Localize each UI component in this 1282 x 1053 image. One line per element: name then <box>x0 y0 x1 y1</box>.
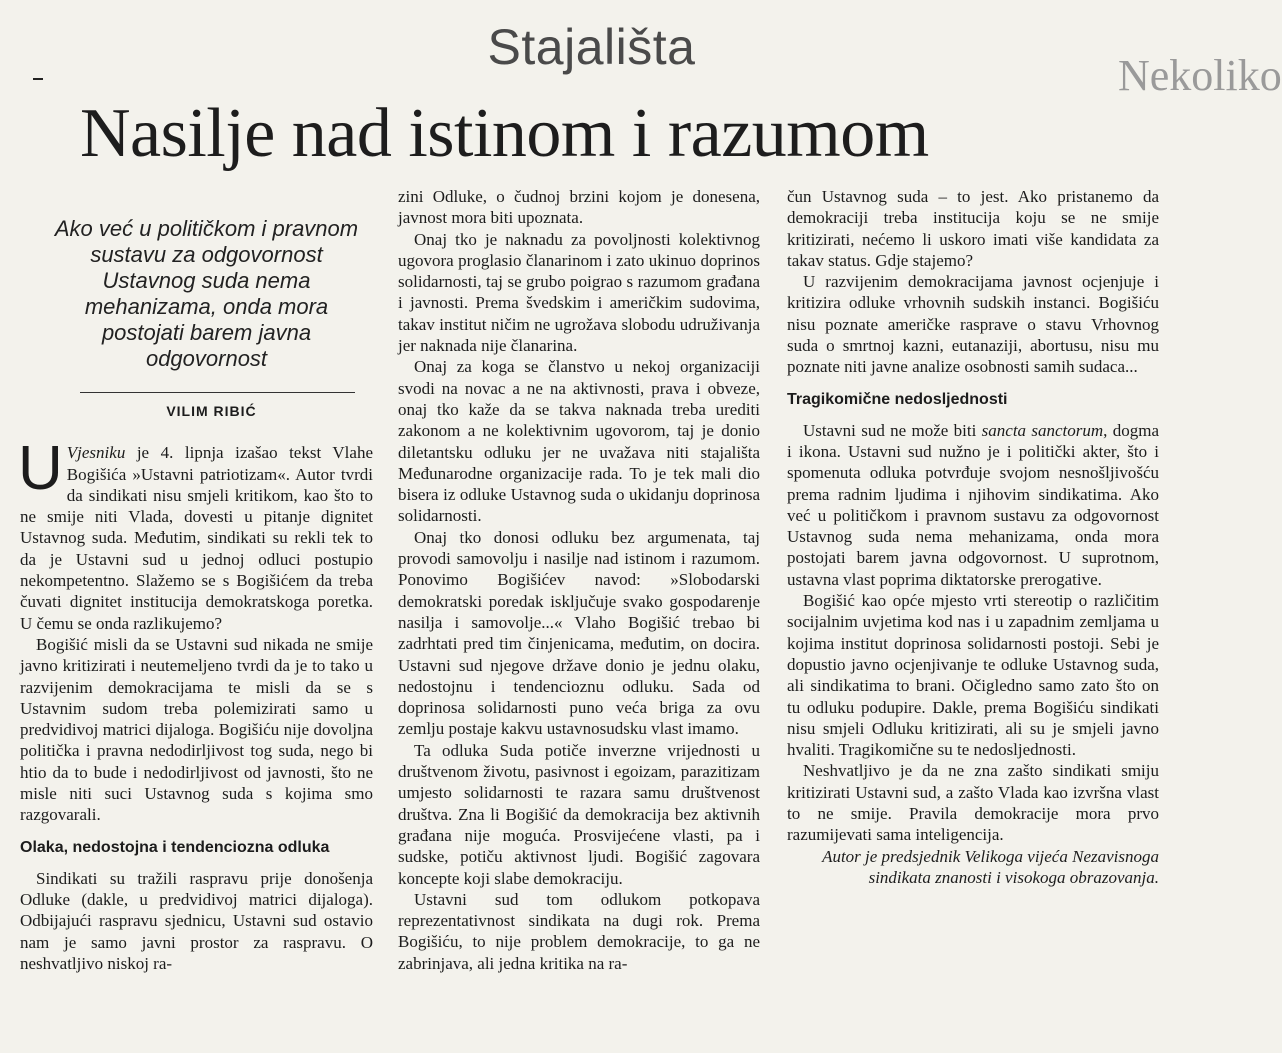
paragraph: Onaj tko donosi odluku bez argumenata, taj provodi samovolju i nasilje nad istinom i razumom. Ponovimo Bogišićev navod: »Slobodarski demokratski poredak isključuje svako gospodarenje nasilja i samovolje...« Vlaho Bogišić trebao bi zadrhtati pred tim činjenicama, međutim, on docira. Ustavni sud njegove države donio je jednu olaku, nedostojnu i tendencioznu odluku. Sada od doprinosa solidarnosti puno veća briga za ovu zemlju postaje kakvu ustavnosudsku vlast imamo. <box>398 527 760 739</box>
italic-text: sancta sanctorum <box>981 420 1104 440</box>
drop-cap: U <box>18 434 63 504</box>
byline-rule <box>80 392 355 393</box>
lead-standfirst: Ako već u političkom i pravnom sustavu za odgovornost Ustavnog suda nema mehanizama, onda mora postojati barem javna odgovornost <box>54 216 359 371</box>
paragraph-text: , dogma i ikona. Ustavni sud nužno je i politički akter, što i spomenuta odluka potvrđuje svojom nesnošljivošću prema radnim ljudima i njihovim sindikatima. Ako već u političkom i pravnom sustavu za odgovornost Ustavnog suda nema mehanizama, onda mora postojati barem javna odgovornost. U suprotnom, ustavna vlast poprima diktatorske prerogative. <box>787 420 1159 589</box>
italic-text: Vjesniku <box>66 443 126 463</box>
paragraph: Ustavni sud tom odlukom potkopava reprezentativnost sindikata na dugi rok. Prema Bogišiću, to nije problem demokracije, to ga ne zabrinjava, ali jedna kritika na ra- <box>398 889 760 973</box>
margin-dash <box>33 78 43 80</box>
paragraph <box>18 434 373 634</box>
subheading: Olaka, nedostojna i tendenciozna odluka <box>20 838 330 856</box>
paragraph-text: je 4. lipnja izašao tekst Vlahe Bogišića »Ustavni patriotizam«. Autor tvrdi da sindikati nisu smjeli kritikom, kao što to ne smije niti Vlada, dovesti u pitanje dignitet Ustavnog suda. Međutim, sindikati su rekli tek to da je Ustavni sud u jednoj odluci postupio nekompetentno. Slažemo se s Bogišićem da treba čuvati dignitet institucija demokratskoga poretka. U čemu se onda razlikujemo? <box>20 443 373 633</box>
paragraph: čun Ustavnog suda – to jest. Ako pristanemo da demokraciji treba institucija koju se ne smije kritizirati, nećemo li uskoro imati više kandidata za takav status. Gdje stajemo? <box>787 187 1159 270</box>
paragraph: Ta odluka Suda potiče inverzne vrijednosti u društvenom životu, pasivnost i egoizam, parazitizam umjesto solidarnosti te razara samu društvenost društva. Zna li Bogišić da demokracija bez aktivnih građana nije moguća. Prosvijećene vlasti, pa i sudske, potiču aktivnost ljudi. Bogišić zagovara koncepte koji slabe demokraciju. <box>398 740 760 888</box>
section-rubric: Stajališta <box>487 19 696 75</box>
paragraph <box>787 420 1159 590</box>
paragraph: Neshvatljivo je da ne zna zašto sindikati smiju kritizirati Ustavni sud, a zašto Vlada kao izvršna vlast to ne smije. Pravila demokracije mora prvo razumijevati sama inteligencija. <box>787 761 1159 845</box>
paragraph-text: Ustavni sud ne može biti <box>803 420 982 440</box>
paragraph: U razvijenim demokracijama javnost ocjenjuje i kritizira odluke vrhovnih sudskih instanci. Bogišiću nisu poznate američke rasprave o stavu Vrhovnog suda o smrtnoj kazni, eutanaziji, abortusu, nisu mu poznate niti javne analize osobnosti samih sudaca... <box>787 272 1159 377</box>
adjacent-article-bleed: Nekoliko <box>1118 51 1282 100</box>
paragraph: Bogišić kao opće mjesto vrti stereotip o različitim socijalnim uvjetima kod nas i u zapadnim zemljama u kojima institut doprinosa solidarnosti postoji. Sebi je dopustio javno ocjenjivanje te odluke Ustavnog suda, ali sindikatima to brani. Očigledno samo zato što on tu odluku podupire. Dakle, prema Bogišiću sindikati nisu smjeli Odluku kritizirati, ali su je smjeli javno hvaliti. Tragikomične su te nedosljednosti. <box>787 591 1159 760</box>
paragraph: Bogišić misli da se Ustavni sud nikada ne smije javno kritizirati i neutemeljeno tvrdi da je to tako u razvijenim demokracijama te misli da se s Ustavnim sudom treba polemizirati samo u predvidivoj matrici dijaloga. Bogišiću nije dovoljna politička i pravna nedodirljivost tog suda, nego bi htio da to bude i nedodirljivost od javnosti, što ne misle niti suci Ustavnog suda s kojima smo razgovarali. <box>20 634 373 825</box>
paragraph: Sindikati su tražili raspravu prije donošenja Odluke (dakle, u predvidivoj matrici dijaloga). Odbijajući raspravu sjednicu, Ustavni sud ostavio nam je samo javni prostor za raspravu. O neshvatljivo niskoj ra- <box>20 868 373 973</box>
byline: VILIM RIBIĆ <box>166 403 257 419</box>
column-2 <box>398 186 760 974</box>
column-3 <box>787 186 1159 888</box>
article-headline: Nasilje nad istinom i razumom <box>80 95 929 172</box>
author-note: Autor je predsjednik Velikoga vijeća Nezavisnoga sindikata znanosti i visokoga obrazovanja. <box>822 846 1159 887</box>
subheading: Tragikomične nedosljednosti <box>787 390 1008 408</box>
paragraph: Onaj za koga se članstvo u nekoj organizaciji svodi na novac a ne na aktivnosti, prava i obveze, onaj tko kaže da se takva naknada treba urediti zakonom a ne kolektivnim ugovorom, taj je donio diletantsku odluku jer ne uvažava niti stajališta Međunarodne organizacije rada. To je tek mali dio bisera iz odluke Ustavnog suda o ukidanju doprinosa solidarnosti. <box>398 357 760 526</box>
paragraph: Onaj tko je naknadu za povoljnosti kolektivnog ugovora proglasio članarinom i zato ukinuo doprinos solidarnosti, taj se grubo poigrao s razumom građana i javnosti. Prema švedskim i američkim sudovima, takav institut ničim ne ugrožava slobodu udruživanja jer naknada nije članarina. <box>398 229 760 356</box>
column-1 <box>20 186 373 974</box>
paragraph: zini Odluke, o čudnoj brzini kojom je donesena, javnost mora biti upoznata. <box>398 187 760 228</box>
